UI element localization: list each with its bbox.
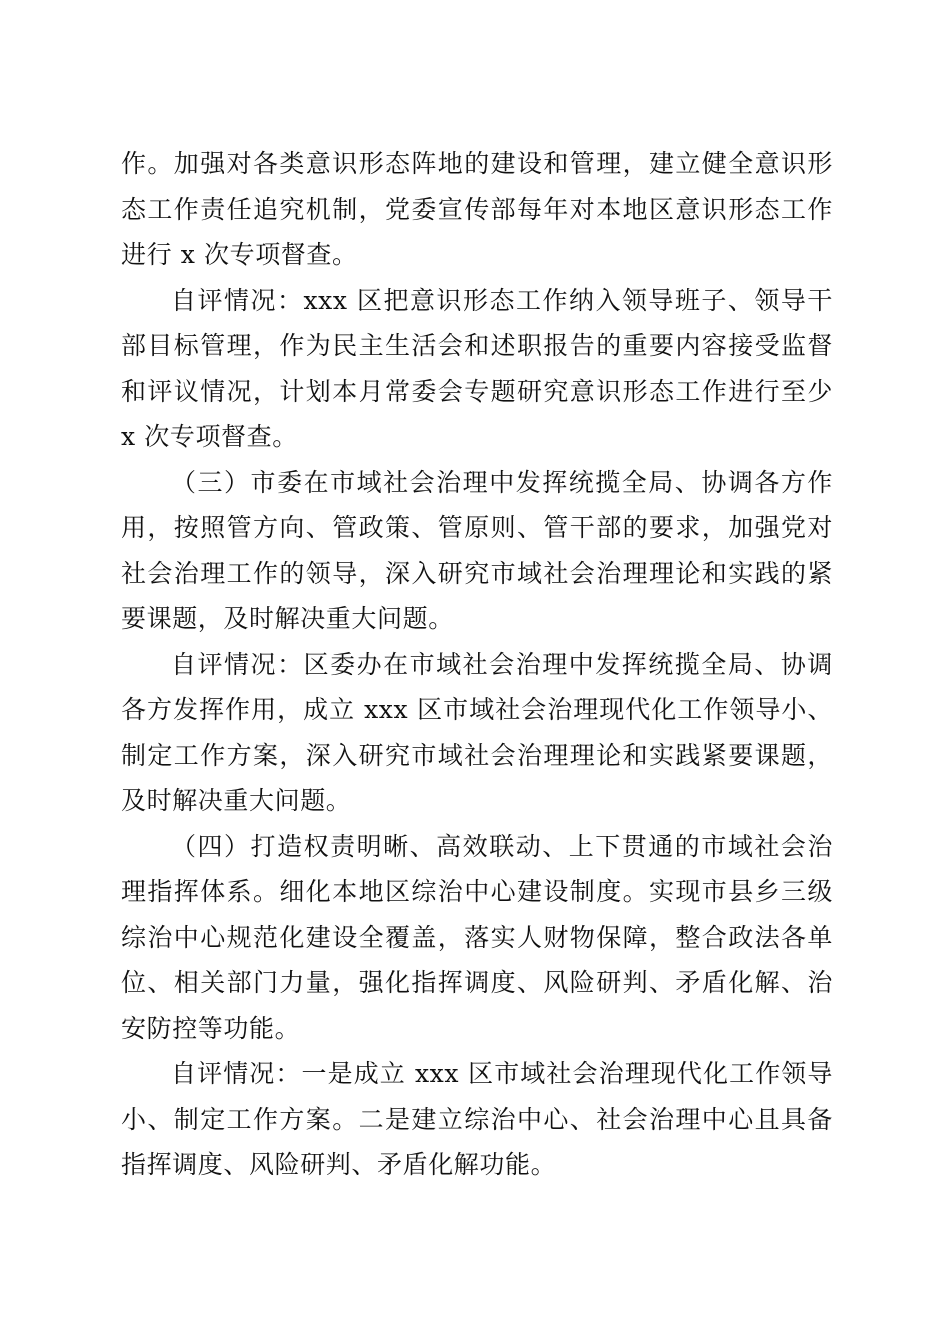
paragraph-section-3: （三）市委在市域社会治理中发挥统揽全局、协调各方作用，按照管方向、管政策、管原则、管干部的要求，加强党对社会治理工作的领导，深入研究市域社会治理理论和实践的紧要课题，及时解决重大问题。 — [121, 467, 833, 633]
paragraph-self-assessment-3: 自评情况：一是成立 xxx 区市域社会治理现代化工作领导小、制定工作方案。二是建立综治中心、社会治理中心且具备指挥调度、风险研判、矛盾化解功能。 — [121, 1059, 833, 1179]
document-body — [121, 141, 833, 1188]
paragraph-self-assessment-2: 自评情况：区委办在市域社会治理中发挥统揽全局、协调各方发挥作用，成立 xxx 区市域社会治理现代化工作领导小、制定工作方案，深入研究市域社会治理理论和实践紧要课题，及时解决重大问题。 — [121, 649, 833, 815]
paragraph-self-assessment-1: 自评情况：xxx 区把意识形态工作纳入领导班子、领导干部目标管理，作为民主生活会和述职报告的重要内容接受监督和评议情况，计划本月常委会专题研究意识形态工作进行至少 x 次专项督查。 — [121, 285, 833, 451]
paragraph-section-4: （四）打造权责明晰、高效联动、上下贯通的市域社会治理指挥体系。细化本地区综治中心建设制度。实现市县乡三级综治中心规范化建设全覆盖，落实人财物保障，整合政法各单位、相关部门力量，强化指挥调度、风险研判、矛盾化解、治安防控等功能。 — [121, 831, 833, 1043]
paragraph-continuation: 作。加强对各类意识形态阵地的建设和管理，建立健全意识形态工作责任追究机制，党委宣传部每年对本地区意识形态工作进行 x 次专项督查。 — [121, 149, 833, 269]
